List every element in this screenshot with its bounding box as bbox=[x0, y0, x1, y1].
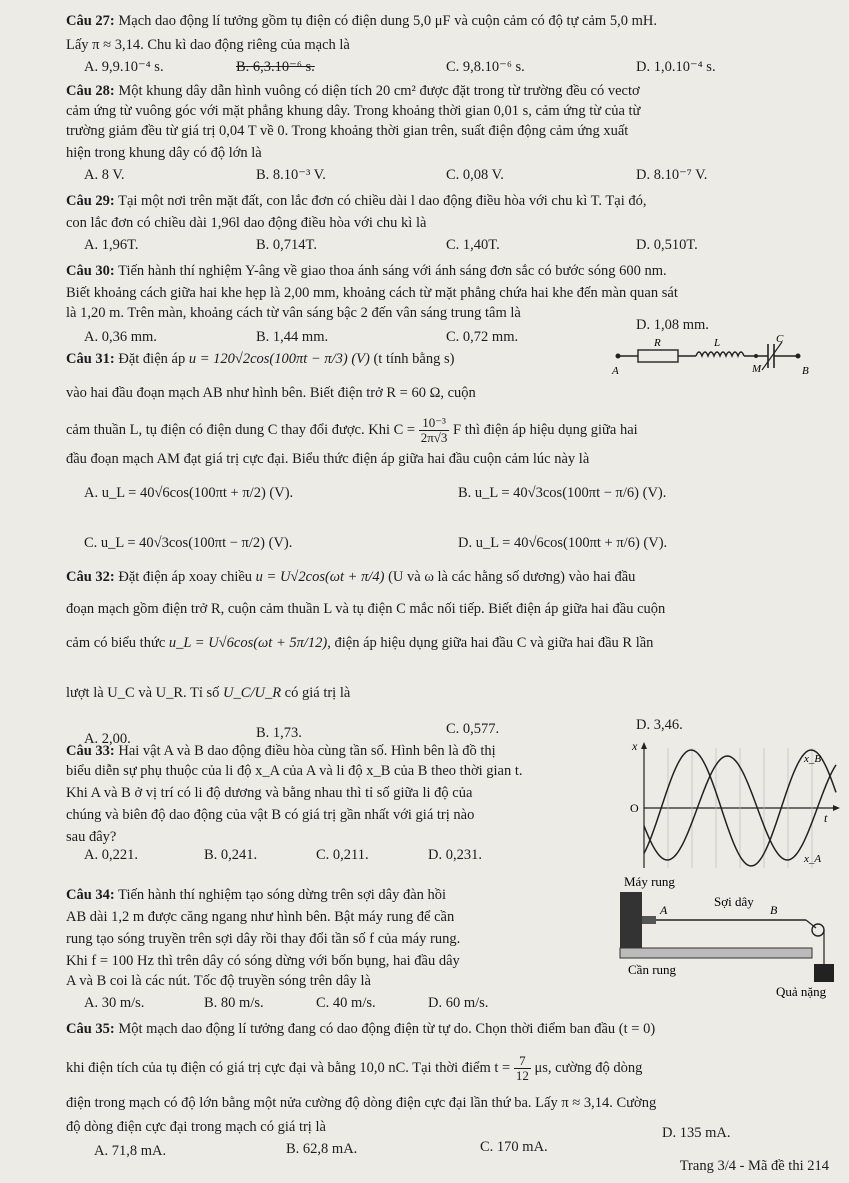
q34-line4: Khi f = 100 Hz thì trên dây có sóng dừng với bốn bụng, hai đầu dây bbox=[66, 953, 460, 969]
string-label: Sợi dây bbox=[714, 894, 754, 909]
q30-option-a: A. 0,36 mm. bbox=[84, 329, 157, 345]
q33-line5: sau đây? bbox=[66, 829, 117, 845]
q29-option-c: C. 1,40T. bbox=[446, 237, 500, 253]
xb-label: x_B bbox=[804, 753, 822, 765]
q31-title: Câu 31: bbox=[66, 351, 115, 367]
weight-label: Quả nặng bbox=[776, 984, 827, 999]
q35-line4: độ dòng điện cực đại trong mạch có giá trị là bbox=[66, 1119, 326, 1135]
q28-line1 bbox=[66, 82, 640, 100]
q31-lead: Đặt điện áp bbox=[114, 351, 189, 367]
label-c: C bbox=[776, 334, 784, 345]
q30-line2: Biết khoảng cách giữa hai khe hẹp là 2,00 mm, khoảng cách từ mặt phẳng chứa hai khe đến màn quan sát bbox=[66, 285, 678, 301]
q28-line3: trường giảm đều từ giá trị 0,04 T về 0. Trong khoảng thời gian trên, suất điện động cảm ứng xuất bbox=[66, 123, 629, 139]
q31-line2: vào hai đầu đoạn mạch AB như hình bên. Biết điện trở R = 60 Ω, cuộn bbox=[66, 385, 476, 401]
q32-option-b: B. 1,73. bbox=[256, 725, 302, 741]
q32-line1 bbox=[66, 568, 635, 586]
origin-label: O bbox=[630, 801, 639, 815]
q32-equation: u = U√2cos(ωt + π/4) bbox=[255, 569, 385, 585]
q27-option-c: C. 9,8.10⁻⁶ s. bbox=[446, 59, 525, 75]
q34-line5: A và B coi là các nút. Tốc độ truyền sóng trên dây là bbox=[66, 973, 371, 989]
y-axis-label: x bbox=[632, 740, 638, 753]
q32-text3a: cảm có biểu thức bbox=[66, 635, 169, 651]
q28-option-a: A. 8 V. bbox=[84, 167, 125, 183]
q32-line4 bbox=[66, 684, 350, 702]
q27-line1 bbox=[66, 12, 657, 30]
q27-line2: Lấy π ≈ 3,14. Chu kì dao động riêng của mạch là bbox=[66, 37, 350, 53]
label-b: B bbox=[802, 365, 809, 377]
q29-option-b: B. 0,714T. bbox=[256, 237, 317, 253]
point-m-dot bbox=[754, 354, 758, 358]
pulley-icon bbox=[812, 924, 824, 936]
q33-option-c: C. 0,211. bbox=[316, 847, 369, 863]
q31-line3 bbox=[66, 416, 638, 445]
q35-option-b: B. 62,8 mA. bbox=[286, 1141, 358, 1157]
q33-option-b: B. 0,241. bbox=[204, 847, 258, 863]
q29-line2: con lắc đơn có chiều dài 1,96l dao động điều hòa với chu kì là bbox=[66, 215, 427, 231]
q30-text: Tiến hành thí nghiệm Y-âng về giao thoa ánh sáng với ánh sáng đơn sắc có bước sóng 600 nm. bbox=[114, 263, 667, 279]
q32-option-d: D. 3,46. bbox=[636, 717, 683, 733]
resistor-symbol bbox=[638, 350, 678, 362]
q27-option-d: D. 1,0.10⁻⁴ s. bbox=[636, 59, 716, 75]
q32-option-a: A. 2,00. bbox=[84, 731, 131, 747]
q30-title: Câu 30: bbox=[66, 263, 115, 279]
q29-option-a: A. 1,96T. bbox=[84, 237, 139, 253]
q31-equation: u = 120√2cos(100πt − π/3) (V) bbox=[188, 351, 370, 367]
q32-lead: Đặt điện áp xoay chiều bbox=[114, 569, 256, 585]
arm-label: Cần rung bbox=[628, 962, 677, 977]
q34-option-b: B. 80 m/s. bbox=[204, 995, 264, 1011]
q35-title: Câu 35: bbox=[66, 1021, 115, 1037]
q30-option-b: B. 1,44 mm. bbox=[256, 329, 329, 345]
q35-text2b: μs, cường độ dòng bbox=[530, 1059, 643, 1076]
q32-title: Câu 32: bbox=[66, 569, 115, 585]
q31-option-a: A. u_L = 40√6cos(100πt + π/2) (V). bbox=[84, 485, 294, 501]
y-axis-arrow bbox=[641, 742, 647, 749]
q35-option-d: D. 135 mA. bbox=[662, 1125, 731, 1141]
label-m: M bbox=[752, 363, 762, 375]
q27-option-b: B. 6,3.10⁻⁶ s. bbox=[236, 59, 315, 75]
q29-option-d: D. 0,510T. bbox=[636, 237, 698, 253]
q35-t-numerator: 7 bbox=[514, 1054, 531, 1069]
q35-text: Một mạch dao động lí tưởng đang có dao động điện từ tự do. Chọn thời điểm ban đầu (t = 0) bbox=[114, 1021, 656, 1037]
q33-option-a: A. 0,221. bbox=[84, 847, 138, 863]
q31-line1 bbox=[66, 350, 454, 368]
xa-label: x_A bbox=[804, 853, 822, 865]
q31-capacitance-fraction bbox=[419, 416, 450, 445]
q32-tail: (U và ω là các hằng số dương) vào hai đầu bbox=[384, 569, 636, 585]
q34-text: Tiến hành thí nghiệm tạo sóng dừng trên sợi dây đàn hồi bbox=[114, 887, 447, 903]
q35-line1 bbox=[66, 1020, 655, 1038]
vibrator-arm bbox=[642, 916, 656, 924]
point-a-label: A bbox=[660, 903, 668, 917]
point-b-label: B bbox=[770, 903, 778, 917]
q27-title: Câu 27: bbox=[66, 13, 115, 29]
q28-option-b: B. 8.10⁻³ V. bbox=[256, 167, 326, 183]
label-a: A bbox=[612, 365, 619, 377]
q32-text3b: , điện áp hiệu dụng giữa hai đầu C và giữa hai đầu R lần bbox=[327, 635, 654, 651]
q34-line3: rung tạo sóng truyền trên sợi dây rồi thay đổi tần số f của máy rung. bbox=[66, 931, 461, 947]
label-r: R bbox=[654, 337, 661, 349]
q33-line3: Khi A và B ở vị trí có li độ dương và bằng nhau thì tỉ số giữa li độ của bbox=[66, 785, 473, 801]
q28-line2: cảm ứng từ vuông góc với mặt phẳng khung dây. Trong khoảng thời gian 0,01 s, cảm ứng từ của từ bbox=[66, 103, 641, 119]
q30-option-c: C. 0,72 mm. bbox=[446, 329, 519, 345]
q35-option-c: C. 170 mA. bbox=[480, 1139, 548, 1155]
q31-c-denominator: 2π√3 bbox=[420, 430, 448, 445]
t-axis-label: t bbox=[824, 811, 828, 825]
q33-text: Hai vật A và B dao động điều hòa cùng tần số. Hình bên là đồ thị bbox=[114, 743, 496, 759]
q30-line1 bbox=[66, 262, 667, 280]
q35-line2 bbox=[66, 1054, 642, 1083]
q31-text3b: F thì điện áp hiệu dụng giữa hai bbox=[449, 421, 638, 438]
q31-text3a: cảm thuần L, tụ điện có điện dung C thay đổi được. Khi C = bbox=[66, 421, 419, 438]
q33-oscillation-graph bbox=[622, 740, 844, 872]
q28-option-d: D. 8.10⁻⁷ V. bbox=[636, 167, 708, 183]
q33-line1 bbox=[66, 742, 496, 760]
q35-time-fraction bbox=[514, 1054, 531, 1083]
q34-title: Câu 34: bbox=[66, 887, 115, 903]
q34-standing-wave-figure bbox=[616, 872, 844, 1002]
q34-option-a: A. 30 m/s. bbox=[84, 995, 145, 1011]
q28-line4: hiện trong khung dây có độ lớn là bbox=[66, 145, 262, 161]
q28-title: Câu 28: bbox=[66, 83, 115, 99]
label-l: L bbox=[714, 337, 721, 349]
q28-option-c: C. 0,08 V. bbox=[446, 167, 504, 183]
q32-line3 bbox=[66, 634, 653, 652]
q27-text: Mạch dao động lí tưởng gồm tụ điện có điện dung 5,0 μF và cuộn cảm có độ tự cảm 5,0 mH. bbox=[114, 13, 657, 29]
q34-line1 bbox=[66, 886, 446, 904]
q30-line3: là 1,20 m. Trên màn, khoảng cách từ vân sáng bậc 2 đến vân sáng trung tâm là bbox=[66, 305, 521, 321]
q29-line1 bbox=[66, 192, 646, 210]
q31-option-b: B. u_L = 40√3cos(100πt − π/6) (V). bbox=[458, 485, 667, 501]
page-footer: Trang 3/4 - Mã đề thi 214 bbox=[679, 1158, 829, 1174]
q32-ratio: U_C/U_R bbox=[223, 685, 282, 701]
q33-title: Câu 33: bbox=[66, 743, 115, 759]
q32-text4a: lượt là U_C và U_R. Tỉ số bbox=[66, 685, 224, 701]
q31-circuit-diagram bbox=[608, 334, 818, 382]
q31-option-c: C. u_L = 40√3cos(100πt − π/2) (V). bbox=[84, 535, 293, 551]
inductor-symbol bbox=[696, 352, 744, 356]
q34-option-c: C. 40 m/s. bbox=[316, 995, 376, 1011]
q29-text: Tại một nơi trên mặt đất, con lắc đơn có chiều dài l dao động điều hòa với chu kì T. Tại đó, bbox=[114, 193, 647, 209]
q31-line4: đầu đoạn mạch AM đạt giá trị cực đại. Biểu thức điện áp giữa hai đầu cuộn cảm lúc này là bbox=[66, 451, 590, 467]
q33-line2: biểu diễn sự phụ thuộc của li độ x_A của A và li độ x_B của B theo thời gian t. bbox=[66, 763, 523, 779]
q35-text2a: khi điện tích của tụ điện có giá trị cực đại và bằng 10,0 nC. Tại thời điểm t = bbox=[66, 1059, 514, 1076]
point-a-dot bbox=[616, 354, 621, 359]
q35-line3: điện trong mạch có độ lớn bằng một nửa cường độ dòng điện cực đại lần thứ ba. Lấy π ≈ 3,14. Cường bbox=[66, 1095, 657, 1111]
q32-line2: đoạn mạch gồm điện trở R, cuộn cảm thuần L và tụ điện C mắc nối tiếp. Biết điện áp giữa hai đầu cuộn bbox=[66, 601, 666, 617]
q33-line4: chúng và biên độ dao động của vật B có giá trị gần nhất với giá trị nào bbox=[66, 807, 475, 823]
q31-c-numerator: 10⁻³ bbox=[419, 416, 450, 431]
table-top bbox=[620, 948, 812, 958]
vibrator-label: Máy rung bbox=[624, 874, 675, 889]
q31-option-d: D. u_L = 40√6cos(100πt + π/6) (V). bbox=[458, 535, 668, 551]
q34-line2: AB dài 1,2 m được căng ngang như hình bên. Bật máy rung để cần bbox=[66, 909, 455, 925]
point-b-dot bbox=[796, 354, 801, 359]
q29-title: Câu 29: bbox=[66, 193, 115, 209]
q32-option-c: C. 0,577. bbox=[446, 721, 500, 737]
q27-option-a: A. 9,9.10⁻⁴ s. bbox=[84, 59, 164, 75]
q30-option-d: D. 1,08 mm. bbox=[636, 317, 709, 333]
weight-block bbox=[814, 964, 834, 982]
q32-text4b: có giá trị là bbox=[281, 685, 351, 701]
vibrator-box bbox=[620, 892, 642, 948]
t-axis-arrow bbox=[833, 805, 840, 811]
q28-text: Một khung dây dẫn hình vuông có diện tích 20 cm² được đặt trong từ trường đều có vectơ bbox=[114, 83, 640, 99]
q35-option-a: A. 71,8 mA. bbox=[94, 1143, 167, 1159]
q34-option-d: D. 60 m/s. bbox=[428, 995, 489, 1011]
q35-t-denominator: 12 bbox=[515, 1068, 529, 1083]
q32-equation-ul: u_L = U√6cos(ωt + 5π/12) bbox=[168, 635, 328, 651]
q31-tail: (t tính bằng s) bbox=[369, 351, 455, 367]
q33-option-d: D. 0,231. bbox=[428, 847, 482, 863]
